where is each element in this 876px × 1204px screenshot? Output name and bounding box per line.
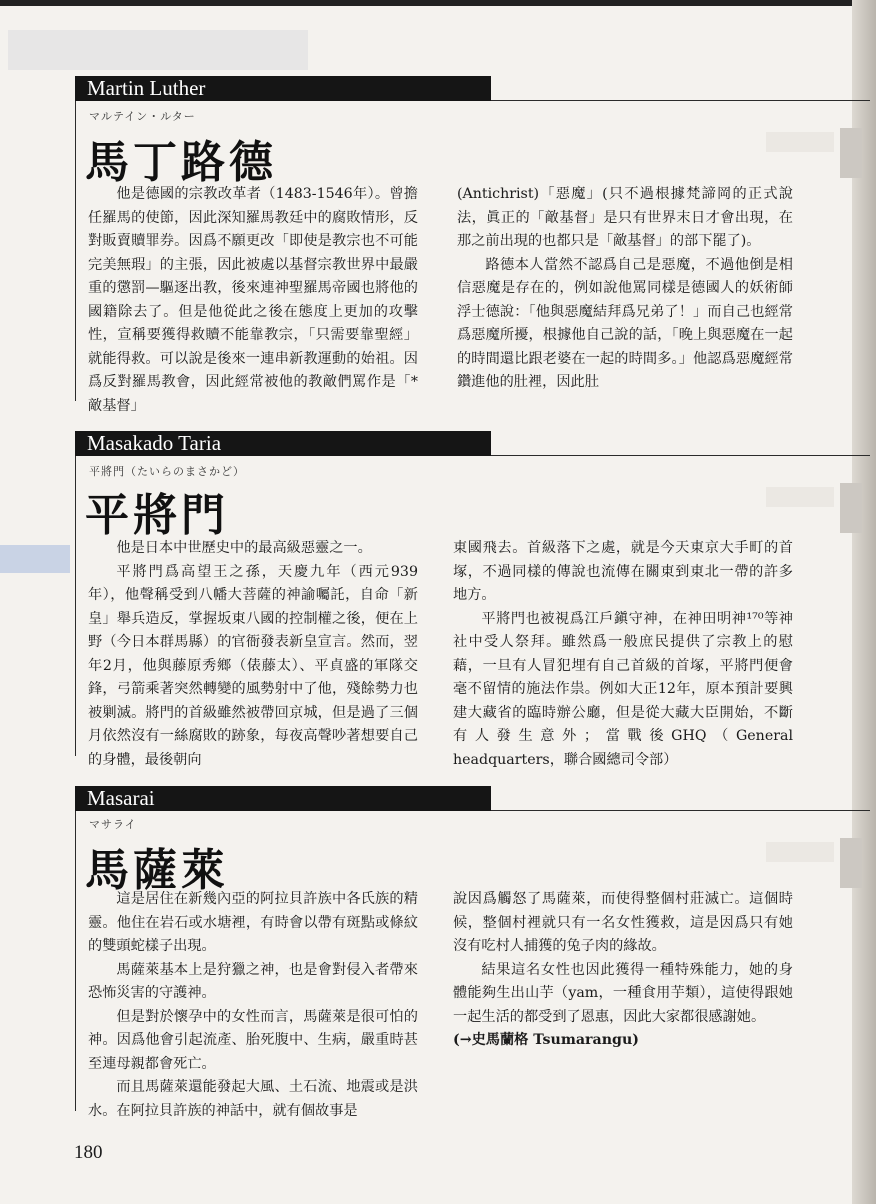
header-tab-decoration <box>8 30 308 70</box>
entry-masakado <box>75 431 870 768</box>
left-rule <box>75 456 76 756</box>
paragraph: 這是居住在新幾內亞的阿拉貝許族中各氏族的精靈。他住在岩石或水塘裡，有時會以帶有斑點或條紋的雙頭蛇樣子出現。 <box>88 891 418 954</box>
entry-body-column-2 <box>453 537 793 772</box>
entry-body-column-1 <box>88 183 418 418</box>
entry-body-column-1 <box>88 537 418 772</box>
paragraph: 結果這名女性也因此獲得一種特殊能力，她的身體能夠生出山芋（yam，一種食用芋類），這使得跟她一起生活的都受到了恩惠，因此大家都很感謝她。 <box>453 961 793 1025</box>
paragraph: 平將門爲高望王之孫，天慶九年（西元939年），他聲稱受到八幡大菩薩的神諭囑託，自命「新皇」舉兵造反，掌握坂東八國的控制權之後，便在上野（今日本群馬縣）的官衙發表新皇宣言。然而，翌年2月，他與藤原秀鄉（俵藤太）、平貞盛的軍隊交鋒，弓箭乘著突然轉變的風勢射中了他，殘餘勢力也被剿滅。將門的首級雖然被帶回京城，但是過了三個月依然沒有一絲腐敗的跡象，每夜高聲吵著想要自己的身體，最後朝向 <box>88 563 418 768</box>
sidebar-label-faded <box>766 487 834 507</box>
entry-masarai <box>75 786 870 1119</box>
header-rule <box>491 810 870 811</box>
paragraph: 東國飛去。首級落下之處，就是今天東京大手町的首塚，不過同樣的傳說也流傳在關東到東北一帶的許多地方。 <box>453 540 793 603</box>
sidebar-marker <box>840 838 862 888</box>
entry-body-column-1 <box>88 888 418 1123</box>
sidebar-marker <box>840 483 862 533</box>
entry-name-kana: 平將門（たいらのまさかど） <box>89 465 245 478</box>
entry-name-kana: マサライ <box>89 818 137 831</box>
paragraph: 平將門也被視爲江戶鎭守神，在神田明神¹⁷⁰等神社中受人祭拜。雖然爲一般庶民提供了宗教上的慰藉，一旦有人冒犯埋有自己首級的首塚，平將門便會毫不留情的施法作祟。例如大正12年，原本預計要興建大藏省的臨時辦公廳，但是從大藏大臣開始，不斷有人發生意外；當戰後GHQ（General headquarters，聯合國總司令部） <box>453 610 793 768</box>
left-rule <box>75 101 76 401</box>
paragraph: 但是對於懷孕中的女性而言，馬薩萊是很可怕的神。因爲他會引起流產、胎死腹中、生病，嚴重時甚至連母親都會死亡。 <box>88 1008 418 1072</box>
paragraph: 而且馬薩萊還能發起大風、土石流、地震或是洪水。在阿拉貝許族的神話中，就有個故事是 <box>88 1079 418 1119</box>
entry-name-kana: マルテイン・ルター <box>89 110 196 123</box>
paragraph: 馬薩萊基本上是狩獵之神，也是會對侵入者帶來恐怖災害的守護神。 <box>88 961 418 1001</box>
header-rule <box>491 455 870 456</box>
paragraph: 他是德國的宗教改革者（1483-1546年）。曾擔任羅馬的使節，因此深知羅馬教廷中的腐敗情形，反對販賣贖罪券。因爲不願更改「即使是教宗也不可能完美無瑕」的主張，因此被處以基督宗教世界中最嚴重的懲罰—驅逐出教，後來連神聖羅馬帝國也將他的國籍除去了。但是他從此之後在態度上更加的攻擊性，宣稱要獲得救贖不能靠教宗，「只需要靠聖經」就能得救。可以說是後來一連串新教運動的始祖。因爲反對羅馬教會，因此經常被他的教敵們罵作是「*敵基督」 <box>88 186 418 414</box>
left-rule <box>75 811 76 1111</box>
paragraph: 說因爲觸怒了馬薩萊，而使得整個村莊滅亡。這個時候，整個村裡就只有一名女性獲救，這是因爲只有她沒有吃村人捕獲的兔子肉的緣故。 <box>453 891 793 954</box>
entry-title: 馬丁路德 <box>85 137 277 188</box>
header-rule <box>491 100 870 101</box>
cross-reference: (→史馬蘭格 Tsumarangu) <box>453 1032 639 1048</box>
entry-title: 平將門 <box>85 490 229 541</box>
paragraph: (Antichrist)「惡魔」(只不過根據梵諦岡的正式說法，眞正的「敵基督」是只有世界末日才會出現，在那之前出現的也都只是「敵基督」的部下罷了)。 <box>457 186 793 249</box>
entry-body-column-2 <box>457 183 793 395</box>
entry-martin-luther <box>75 76 870 414</box>
sidebar-marker <box>840 128 862 178</box>
sidebar-label-faded <box>766 132 834 152</box>
entry-name-en: Masarai <box>75 786 491 811</box>
sidebar-label-faded <box>766 842 834 862</box>
left-thumb-index <box>0 545 70 573</box>
entry-title: 馬薩萊 <box>85 845 229 896</box>
entry-body-column-2 <box>453 888 793 1053</box>
entry-name-en: Masakado Taria <box>75 431 491 456</box>
page-number: 180 <box>74 1142 103 1163</box>
entry-name-en: Martin Luther <box>75 76 491 101</box>
scan-top-edge <box>0 0 876 6</box>
paragraph: 他是日本中世歷史中的最高級惡靈之一。 <box>116 540 372 556</box>
paragraph: 路德本人當然不認爲自己是惡魔，不過他倒是相信惡魔是存在的，例如說他罵同樣是德國人的妖術師浮士德說：「他與惡魔結拜爲兄弟了！」而自己也經常爲惡魔所擾，根據他自己說的話，「晚上與惡魔在一起的時間還比跟老婆在一起的時間多。」他認爲惡魔經常鑽進他的肚裡，因此肚 <box>457 256 793 390</box>
